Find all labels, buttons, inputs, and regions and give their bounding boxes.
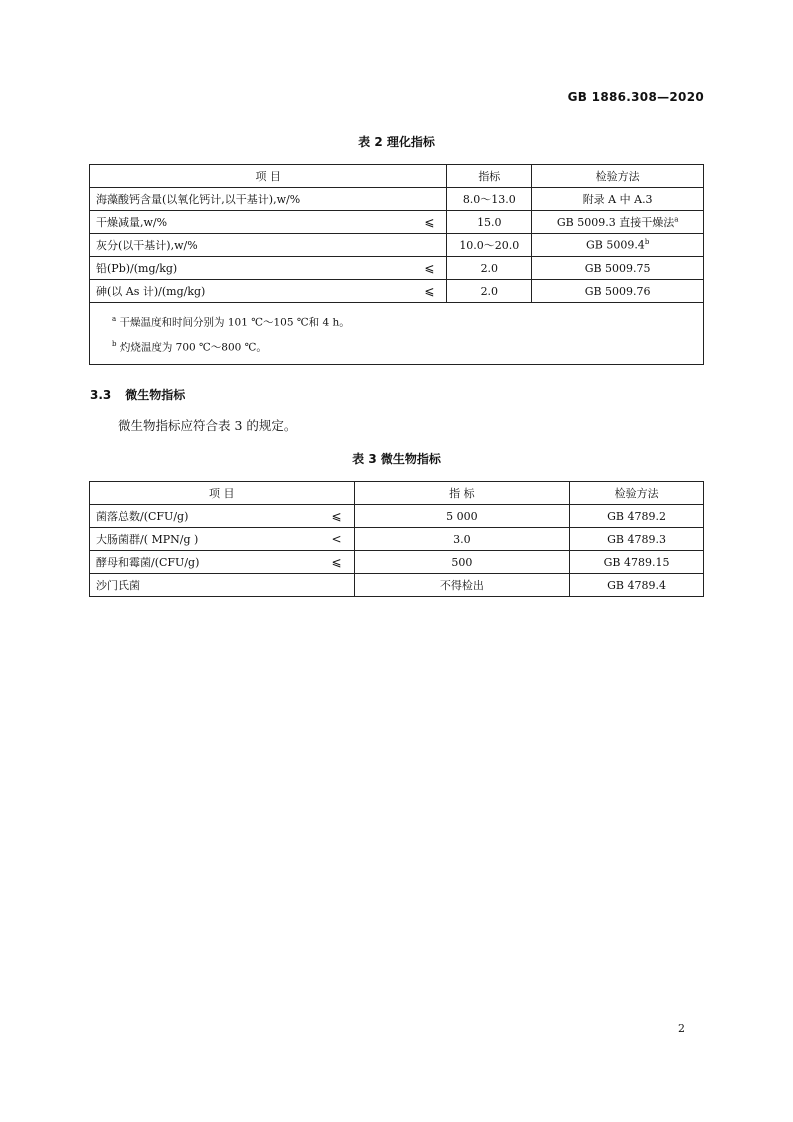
value-cell: 5 000 [354, 505, 570, 528]
table-header-value: 指标 [447, 165, 532, 188]
method-text: GB 4789.15 [603, 555, 670, 569]
item-cell [90, 188, 447, 211]
table-row [90, 211, 704, 234]
method-cell [532, 234, 704, 257]
value-cell: 500 [354, 551, 570, 574]
footnote-a: $^a$ 干燥温度和时间分别为 101 ℃～105 ℃和 4 h。 [112, 315, 350, 329]
section-number: 3.3 [90, 388, 112, 402]
item-label: 砷(以 As 计)/(mg/kg) [96, 285, 206, 298]
table-header-method: 检验方法 [532, 165, 704, 188]
table-header-item: 项 目 [90, 482, 355, 505]
item-label: 铅(Pb)/(mg/kg) [96, 262, 178, 275]
footnote-marker: b [644, 238, 650, 247]
method-text: GB 4789.2 [607, 509, 666, 523]
item-label: 灰分(以干基计),w/% [96, 239, 198, 252]
table-3 [89, 481, 704, 597]
page-number: 2 [678, 1022, 685, 1035]
limit-operator: ⩽ [424, 215, 435, 229]
body-paragraph: 微生物指标应符合表 3 的规定。 [118, 418, 297, 433]
item-cell [90, 551, 355, 574]
method-cell [570, 551, 704, 574]
method-cell [570, 505, 704, 528]
table-header-value: 指 标 [354, 482, 570, 505]
method-text: GB 5009.76 [584, 284, 651, 298]
limit-operator: ⩽ [424, 261, 435, 275]
value-cell: 10.0～20.0 [447, 234, 532, 257]
item-label: 菌落总数/(CFU/g) [96, 510, 189, 523]
method-cell [532, 188, 704, 211]
footnote-marker: a [674, 215, 679, 224]
table-row [90, 574, 704, 597]
section-title: 微生物指标 [125, 388, 186, 402]
item-cell [90, 257, 447, 280]
table-footnotes [90, 303, 704, 365]
table-header-method: 检验方法 [570, 482, 704, 505]
limit-operator: ⩽ [331, 509, 342, 523]
value-cell: 不得检出 [354, 574, 570, 597]
value-cell: 3.0 [354, 528, 570, 551]
method-cell [532, 280, 704, 303]
item-cell [90, 234, 447, 257]
table-row [90, 280, 704, 303]
method-text: 附录 A 中 A.3 [582, 193, 653, 206]
limit-operator: ⩽ [331, 555, 342, 569]
item-label: 酵母和霉菌/(CFU/g) [96, 556, 200, 569]
section-heading [90, 386, 199, 403]
item-cell [90, 528, 355, 551]
value-cell: 2.0 [447, 257, 532, 280]
value-cell: 2.0 [447, 280, 532, 303]
table-2-caption: 表 2 理化指标 [358, 135, 435, 149]
method-cell [570, 574, 704, 597]
limit-operator: < [331, 532, 342, 546]
item-cell [90, 505, 355, 528]
item-label: 干燥减量,w/% [96, 216, 168, 229]
table-3-caption: 表 3 微生物指标 [352, 452, 441, 466]
method-cell [570, 528, 704, 551]
item-label: 大肠菌群/( MPN/g ) [96, 533, 199, 546]
standard-number: GB 1886.308—2020 [567, 90, 704, 104]
table-row [90, 234, 704, 257]
method-text: GB 4789.3 [607, 532, 666, 546]
method-text: GB 4789.4 [607, 578, 666, 592]
footnote-b: $^b$ 灼烧温度为 700 ℃～800 ℃。 [112, 339, 267, 353]
method-cell [532, 257, 704, 280]
method-text: GB 5009.75 [584, 261, 651, 275]
item-label: 沙门氏菌 [96, 579, 140, 592]
item-cell [90, 574, 355, 597]
value-cell: 8.0～13.0 [447, 188, 532, 211]
item-cell [90, 280, 447, 303]
table-2 [89, 164, 704, 365]
item-cell [90, 211, 447, 234]
table-row [90, 188, 704, 211]
method-cell [532, 211, 704, 234]
table-row [90, 257, 704, 280]
limit-operator: ⩽ [424, 284, 435, 298]
table-row [90, 505, 704, 528]
item-label: 海藻酸钙含量(以氧化钙计,以干基计),w/% [96, 193, 301, 206]
table-header-item: 项 目 [90, 165, 447, 188]
table-row [90, 528, 704, 551]
table-row [90, 551, 704, 574]
method-text: GB 5009.4 [585, 238, 645, 252]
method-text: GB 5009.3 直接干燥法 [556, 216, 675, 229]
value-cell: 15.0 [447, 211, 532, 234]
